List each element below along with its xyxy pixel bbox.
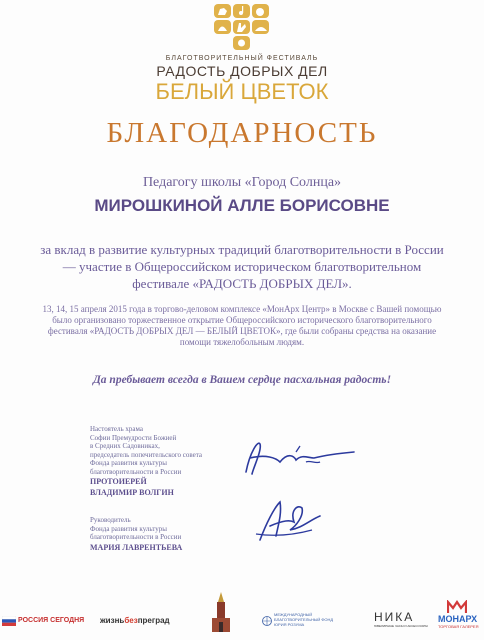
monarh-logo bbox=[438, 614, 478, 629]
main-text: за вклад в развитие культурных традиций благотворительности в России — участие в Общероссийском историческом благотворительном фестивале «РАДОСТЬ ДОБРЫХ ДЕЛ». bbox=[40, 242, 444, 291]
nika-logo bbox=[374, 610, 428, 628]
signer-2-name: МАРИЯ ЛАВРЕНТЬЕВА bbox=[90, 542, 183, 552]
nika-subtitle: ЮВЕЛИРНЫЕ ЧАСЫ И АКСЕССУАРЫ bbox=[374, 624, 428, 628]
hedgehog-icon bbox=[252, 20, 269, 34]
signer-2-line: Руководитель bbox=[90, 516, 131, 524]
recipient-role: Педагогу школы «Город Солнца» bbox=[142, 175, 342, 190]
recipient-name: МИРОШКИНОЙ АЛЛЕ БОРИСОВНЕ bbox=[94, 196, 390, 215]
detail-text: 13, 14, 15 апреля 2015 года в торгово-деловом комплексе «МонАрх Центр» в Москве с Вашей помощью было организовано торжественное открытие Общероссийского исторического благотворительного фестиваля «РАДОСТЬ ДОБРЫХ ДЕЛ — БЕЛЫЙ ЦВЕТОК», где были собраны средства на оказание помощи тяжелобольным людям. bbox=[42, 304, 442, 347]
signer-1-line: благотворительности в России bbox=[90, 467, 182, 476]
rozum-fund-logo: МЕЖДУНАРОДНЫЙ БЛАГОТВОРИТЕЛЬНЫЙ ФОНД ЮРИЯ РОЗУМА bbox=[274, 612, 334, 627]
signer-1-line: председатель попечительского совета bbox=[90, 450, 202, 459]
music-note-icon bbox=[233, 4, 250, 18]
zhizn-part-2: без bbox=[124, 616, 138, 625]
signer-1-line: Настоятель храма bbox=[90, 425, 144, 433]
church-icon bbox=[208, 592, 234, 634]
festival-caption: БЛАГОТВОРИТЕЛЬНЫЙ ФЕСТИВАЛЬ bbox=[165, 55, 319, 62]
signer-1-line: Софии Премудрости Божией bbox=[90, 433, 177, 442]
russia-flag-icon bbox=[2, 616, 16, 626]
signer-1 bbox=[90, 425, 202, 497]
signer-1-title: ПРОТОИЕРЕЙ bbox=[90, 477, 147, 486]
zhizn-bez-pregrad-logo bbox=[100, 616, 170, 625]
festival-subtitle: БЕЛЫЙ ЦВЕТОК bbox=[155, 79, 329, 104]
zhizn-part-3: преград bbox=[137, 616, 170, 625]
signature-2 bbox=[250, 490, 330, 550]
signer-2-line: Фонда развития культуры bbox=[90, 524, 167, 533]
monarh-subtitle: ТОРГОВАЯ ГАЛЕРЕЯ bbox=[438, 624, 479, 629]
monarh-mark-icon bbox=[447, 600, 467, 614]
signer-1-line: в Средних Садовниках, bbox=[90, 442, 160, 450]
festival-name: РАДОСТЬ ДОБРЫХ ДЕЛ bbox=[156, 63, 328, 79]
russia-today-logo: РОССИЯ СЕГОДНЯ bbox=[18, 617, 85, 624]
zhizn-part-1: жизнь bbox=[100, 616, 125, 625]
festival-logo-grid bbox=[212, 2, 272, 54]
footer-logos bbox=[0, 590, 484, 640]
nika-name: НИКА bbox=[374, 610, 415, 624]
monarh-name: МОНАРХ bbox=[438, 614, 478, 624]
fund-globe-icon bbox=[262, 616, 272, 626]
signer-2-line: благотворительности в России bbox=[90, 533, 182, 541]
wish-text: Да пребывает всегда в Вашем сердце пасхальная радость! bbox=[92, 374, 392, 386]
signer-2 bbox=[90, 516, 182, 552]
festival-logo bbox=[212, 2, 272, 54]
certificate-title: БЛАГОДАРНОСТЬ bbox=[106, 117, 378, 149]
signer-1-name: ВЛАДИМИР ВОЛГИН bbox=[90, 487, 174, 497]
signer-1-line: Фонда развития культуры bbox=[90, 459, 167, 467]
signature-1 bbox=[236, 432, 366, 482]
